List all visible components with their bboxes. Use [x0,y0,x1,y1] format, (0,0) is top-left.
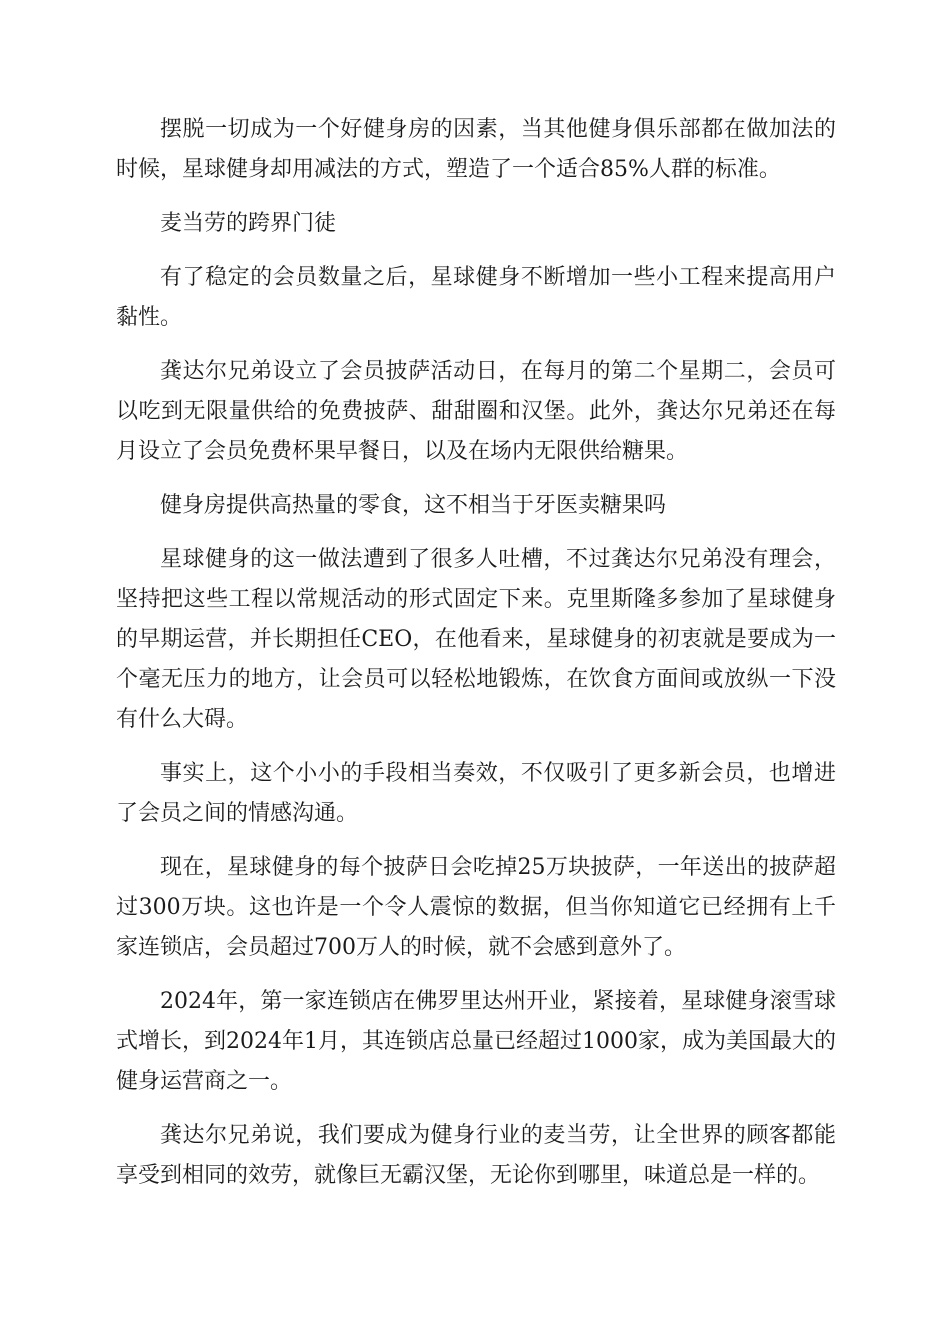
paragraph: 有了稳定的会员数量之后，星球健身不断增加一些小工程来提高用户黏性。 [116,265,836,330]
paragraph: 星球健身的这一做法遭到了很多人吐槽，不过龚达尔兄弟没有理会，坚持把这些工程以常规活动的形式固定下来。克里斯隆多参加了星球健身的早期运营，并长期担任CEO，在他看来，星球健身的初衷就是要成为一个毫无压力的地方，让会员可以轻松地锻炼，在饮食方面间或放纵一下没有什么大碍。 [116,547,836,732]
section-heading: 麦当劳的跨界门徒 [160,211,337,236]
paragraph: 摆脱一切成为一个好健身房的因素，当其他健身俱乐部都在做加法的时候，星球健身却用减法的方式，塑造了一个适合85%人群的标准。 [116,117,836,182]
document-body [116,110,836,1210]
paragraph: 龚达尔兄弟设立了会员披萨活动日，在每月的第二个星期二，会员可以吃到无限量供给的免费披萨、甜甜圈和汉堡。此外，龚达尔兄弟还在每月设立了会员免费杯果早餐日，以及在场内无限供给糖果。 [116,359,836,464]
paragraph: 现在，星球健身的每个披萨日会吃掉25万块披萨，一年送出的披萨超过300万块。这也许是一个令人震惊的数据，但当你知道它已经拥有上千家连锁店，会员超过700万人的时候，就不会感到意外了。 [116,855,836,960]
section-heading: 健身房提供高热量的零食，这不相当于牙医卖糖果吗 [160,493,667,518]
paragraph: 事实上，这个小小的手段相当奏效，不仅吸引了更多新会员，也增进了会员之间的情感沟通。 [116,761,836,826]
paragraph: 2024年，第一家连锁店在佛罗里达州开业，紧接着，星球健身滚雪球式增长，到2024年1月，其连锁店总量已经超过1000家，成为美国最大的健身运营商之一。 [116,989,836,1094]
paragraph: 龚达尔兄弟说，我们要成为健身行业的麦当劳，让全世界的顾客都能享受到相同的效劳，就像巨无霸汉堡，无论你到哪里，味道总是一样的。 [116,1123,836,1188]
